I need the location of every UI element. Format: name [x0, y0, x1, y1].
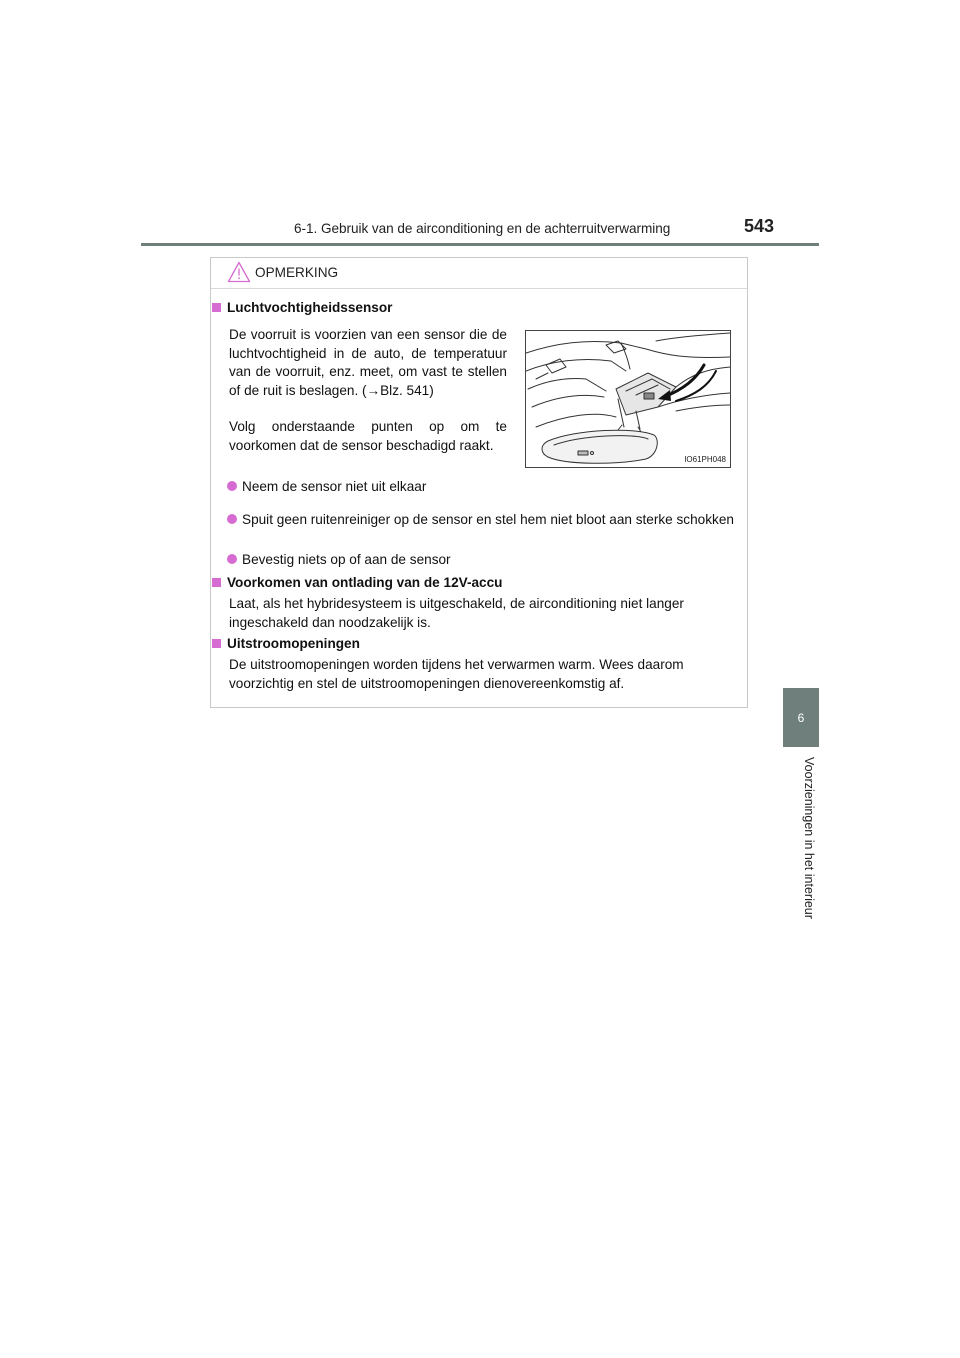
list-item: [227, 478, 527, 497]
square-bullet-icon: [212, 303, 221, 312]
sensor-description: De voorruit is voorzien van een sensor die de luchtvochtigheid in de auto, de temperatuur van de voorruit, enz. meet, om vast te stellen of de ruit is beslagen. (→Blz. 541): [229, 327, 507, 398]
list-item: [227, 551, 743, 570]
header-rule: [141, 243, 819, 246]
list-item-text: Spuit geen ruitenreiniger op de sensor en stel hem niet bloot aan sterke schokken: [242, 512, 734, 527]
list-item-text: Bevestig niets op of aan de sensor: [242, 552, 451, 567]
heading-text: Voorkomen van ontlading van de 12V-accu: [227, 575, 503, 590]
square-bullet-icon: [212, 639, 221, 648]
chapter-number: 6: [797, 710, 805, 725]
outlets-text: De uitstroomopeningen worden tijdens het verwarmen warm. Wees daarom voorzichtig en stel de uitstroomopeningen dienovereenkomstig af.: [229, 657, 684, 691]
notice-header: [211, 258, 747, 289]
bullet-dot-icon: [227, 514, 237, 524]
humidity-sensor-illustration: [526, 331, 730, 467]
section-heading-battery: [210, 575, 502, 590]
figure-code: IO61PH048: [684, 455, 726, 464]
notice-title: OPMERKING: [255, 265, 339, 280]
list-item-text: Neem de sensor niet uit elkaar: [242, 479, 427, 494]
heading-text: Uitstroomopeningen: [227, 636, 360, 651]
heading-text: Luchtvochtigheidssensor: [227, 300, 393, 315]
square-bullet-icon: [212, 578, 221, 587]
bullet-dot-icon: [227, 554, 237, 564]
humidity-sensor-figure: [525, 330, 731, 468]
sensor-instruction: Volg onderstaande punten op om te voorkomen dat de sensor beschadigd raakt.: [229, 419, 507, 453]
page-number: 543: [744, 216, 775, 236]
bullet-dot-icon: [227, 481, 237, 491]
chapter-side-title: Voorzieningen in het interieur: [802, 757, 816, 919]
chapter-tab: [783, 688, 819, 747]
warning-triangle-icon: [227, 261, 251, 283]
section-heading-humidity-sensor: [210, 300, 392, 315]
section-heading-outlets: [210, 636, 360, 651]
battery-text: Laat, als het hybridesysteem is uitgeschakeld, de airconditioning niet langer ingeschakeld dan noodzakelijk is.: [229, 596, 684, 630]
list-item: [227, 511, 743, 530]
header-section-title: 6-1. Gebruik van de airconditioning en de achterruitverwarming: [294, 221, 671, 236]
